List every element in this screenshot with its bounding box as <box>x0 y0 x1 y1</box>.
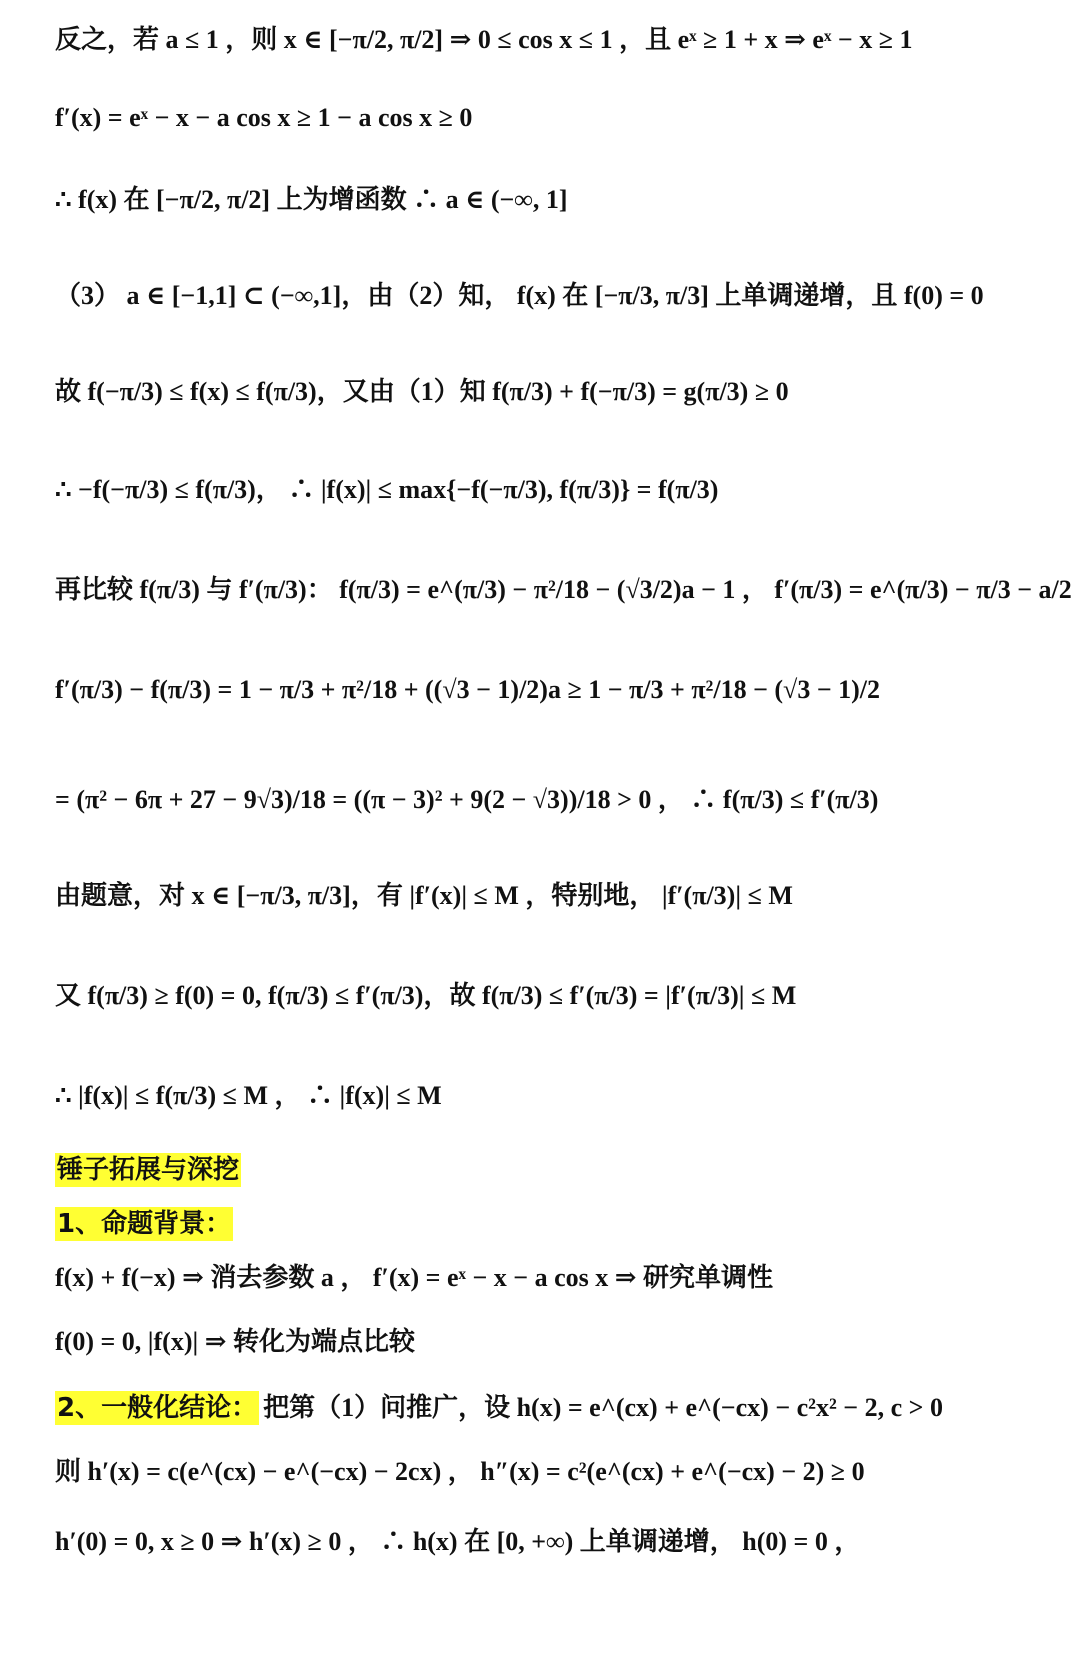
text-line-5: 故 f(−π/3) ≤ f(x) ≤ f(π/3)，又由（1）知 f(π/3) + f(−π/3) = g(π/3) ≥ 0 <box>55 377 789 406</box>
text-line-7: 再比较 f(π/3) 与 f′(π/3)： f(π/3) = e^(π/3) − π²/18 − (√3/2)a − 1 ， f′(π/3) = e^(π/3) − π/3 − a/2 <box>55 575 1072 604</box>
text-line-6: ∴ −f(−π/3) ≤ f(π/3)， ∴ |f(x)| ≤ max{−f(−π/3), f(π/3)} = f(π/3) <box>55 475 719 504</box>
heading-generalization-text: 2、一般化结论： <box>57 1393 258 1423</box>
text-line-1: 反之，若 a ≤ 1 ，则 x ∈ [−π/2, π/2] ⇒ 0 ≤ cos x ≤ 1 ，且 eˣ ≥ 1 + x ⇒ eˣ − x ≥ 1 <box>55 25 913 54</box>
generalization-line-2: h′(0) = 0, x ≥ 0 ⇒ h′(x) ≥ 0 ， ∴ h(x) 在 [0, +∞) 上单调递增， h(0) = 0 ， <box>55 1527 861 1556</box>
text-line-4: （3） a ∈ [−1,1] ⊂ (−∞,1]，由（2）知， f(x) 在 [−π/3, π/3] 上单调递增，且 f(0) = 0 <box>55 281 984 310</box>
text-line-10: 由题意，对 x ∈ [−π/3, π/3]，有 |f′(x)| ≤ M ，特别地， |f′(π/3)| ≤ M <box>55 881 793 910</box>
text-line-3: ∴ f(x) 在 [−π/2, π/2] 上为增函数 ∴ a ∈ (−∞, 1] <box>55 185 568 214</box>
text-line-9: = (π² − 6π + 27 − 9√3)/18 = ((π − 3)² + 9(2 − √3))/18 > 0 ， ∴ f(π/3) ≤ f′(π/3) <box>55 785 879 814</box>
heading-generalization <box>55 1388 943 1431</box>
heading-background <box>55 1204 233 1247</box>
generalization-intro: 把第（1）问推广，设 h(x) = e^(cx) + e^(−cx) − c²x² − 2, c > 0 <box>263 1393 943 1422</box>
text-line-12: ∴ |f(x)| ≤ f(π/3) ≤ M ， ∴ |f(x)| ≤ M <box>55 1081 442 1110</box>
text-line-8: f′(π/3) − f(π/3) = 1 − π/3 + π²/18 + ((√3 − 1)/2)a ≥ 1 − π/3 + π²/18 − (√3 − 1)/2 <box>55 675 881 704</box>
background-line-2: f(0) = 0, |f(x)| ⇒ 转化为端点比较 <box>55 1327 416 1356</box>
heading-background-text: 1、命题背景： <box>57 1209 232 1239</box>
generalization-line-1: 则 h′(x) = c(e^(cx) − e^(−cx) − 2cx) ， h″(x) = c²(e^(cx) + e^(−cx) − 2) ≥ 0 <box>55 1457 865 1486</box>
text-line-11: 又 f(π/3) ≥ f(0) = 0, f(π/3) ≤ f′(π/3)，故 f(π/3) ≤ f′(π/3) = |f′(π/3)| ≤ M <box>55 981 797 1010</box>
background-line-1: f(x) + f(−x) ⇒ 消去参数 a ， f′(x) = eˣ − x − a cos x ⇒ 研究单调性 <box>55 1263 774 1292</box>
text-line-2: f′(x) = eˣ − x − a cos x ≥ 1 − a cos x ≥ 0 <box>55 103 473 132</box>
heading-extension <box>55 1150 241 1193</box>
heading-extension-text: 锤子拓展与深挖 <box>57 1155 240 1185</box>
